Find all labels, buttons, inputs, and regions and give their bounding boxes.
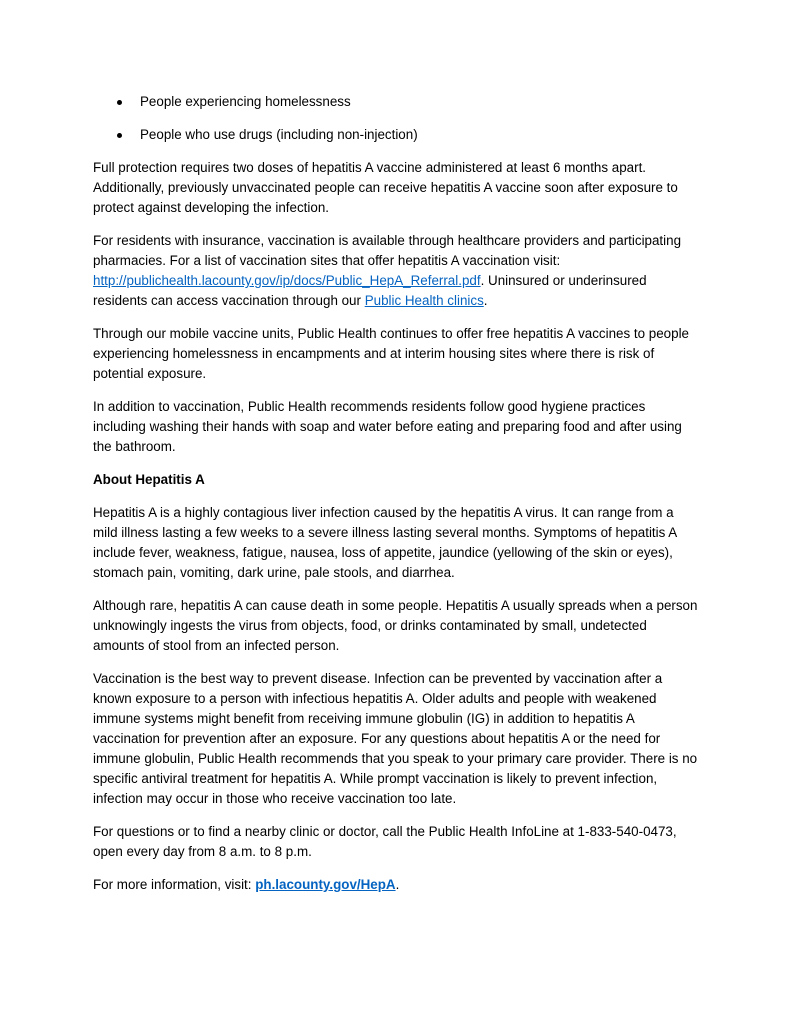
paragraph-mobile-units: Through our mobile vaccine units, Public Health continues to offer free hepatitis A vaccines to people experiencing homelessness in encampments and at interim housing sites where there is risk of potential exposure. [93, 326, 689, 381]
paragraph-text: . [395, 877, 400, 892]
bullet-icon [117, 133, 122, 138]
paragraph-text: . [483, 293, 488, 308]
section-heading: About Hepatitis A [93, 472, 205, 487]
paragraph-more-info [93, 875, 699, 895]
paragraph-about: Hepatitis A is a highly contagious liver infection caused by the hepatitis A virus. It can range from a mild illness lasting a few weeks to a severe illness lasting several months. Symptoms of hepatitis A include fever, weakness, fatigue, nausea, loss of appetite, jaundice (yellowing of the skin or eyes), stomach pain, vomiting, dark urine, pale stools, and diarrhea. [93, 505, 677, 580]
list-item [93, 125, 699, 145]
bullet-icon [117, 100, 122, 105]
paragraph-text: . Uninsured or underinsured residents can access vaccination through our [93, 273, 647, 308]
list-item-text: People who use drugs (including non-injection) [140, 127, 418, 142]
list-item-text: People experiencing homelessness [140, 94, 351, 109]
public-health-clinics-link[interactable]: Public Health clinics [364, 293, 484, 308]
referral-pdf-link[interactable]: http://publichealth.lacounty.gov/ip/docs/Public_HepA_Referral.pdf [93, 273, 481, 288]
paragraph-text: For residents with insurance, vaccination is available through healthcare providers and participating pharmacies. For a list of vaccination sites that offer hepatitis A vaccination visit: [93, 233, 682, 268]
paragraph-vaccine-doses: Full protection requires two doses of hepatitis A vaccine administered at least 6 months apart. Additionally, previously unvaccinated people can receive hepatitis A vaccine soon after exposure to protect against developing the infection. [93, 160, 678, 215]
risk-group-list [93, 92, 699, 145]
paragraph-text: For more information, visit: [93, 877, 256, 892]
paragraph-infoline: For questions or to find a nearby clinic or doctor, call the Public Health InfoLine at 1-833-540-0473, open every day from 8 a.m. to 8 p.m. [93, 824, 677, 859]
paragraph-hygiene: In addition to vaccination, Public Health recommends residents follow good hygiene practices including washing their hands with soap and water before eating and preparing food and after using the bathroom. [93, 399, 682, 454]
paragraph-transmission: Although rare, hepatitis A can cause death in some people. Hepatitis A usually spreads when a person unknowingly ingests the virus from objects, food, or drinks contaminated by small, undetected amounts of stool from an infected person. [93, 598, 698, 653]
hepa-info-link[interactable]: ph.lacounty.gov/HepA [255, 877, 396, 892]
document-page [93, 92, 699, 908]
paragraph-prevention: Vaccination is the best way to prevent disease. Infection can be prevented by vaccination after a known exposure to a person with infectious hepatitis A. Older adults and people with weakened immune systems might benefit from receiving immune globulin (IG) in addition to hepatitis A vaccination for prevention after an exposure. For any questions about hepatitis A or the need for immune globulin, Public Health recommends that you speak to your primary care provider. There is no specific antiviral treatment for hepatitis A. While prompt vaccination is likely to prevent infection, infection may occur in those who receive vaccination too late. [93, 671, 698, 806]
list-item [93, 92, 699, 112]
paragraph-insurance-vaccination [93, 231, 699, 311]
